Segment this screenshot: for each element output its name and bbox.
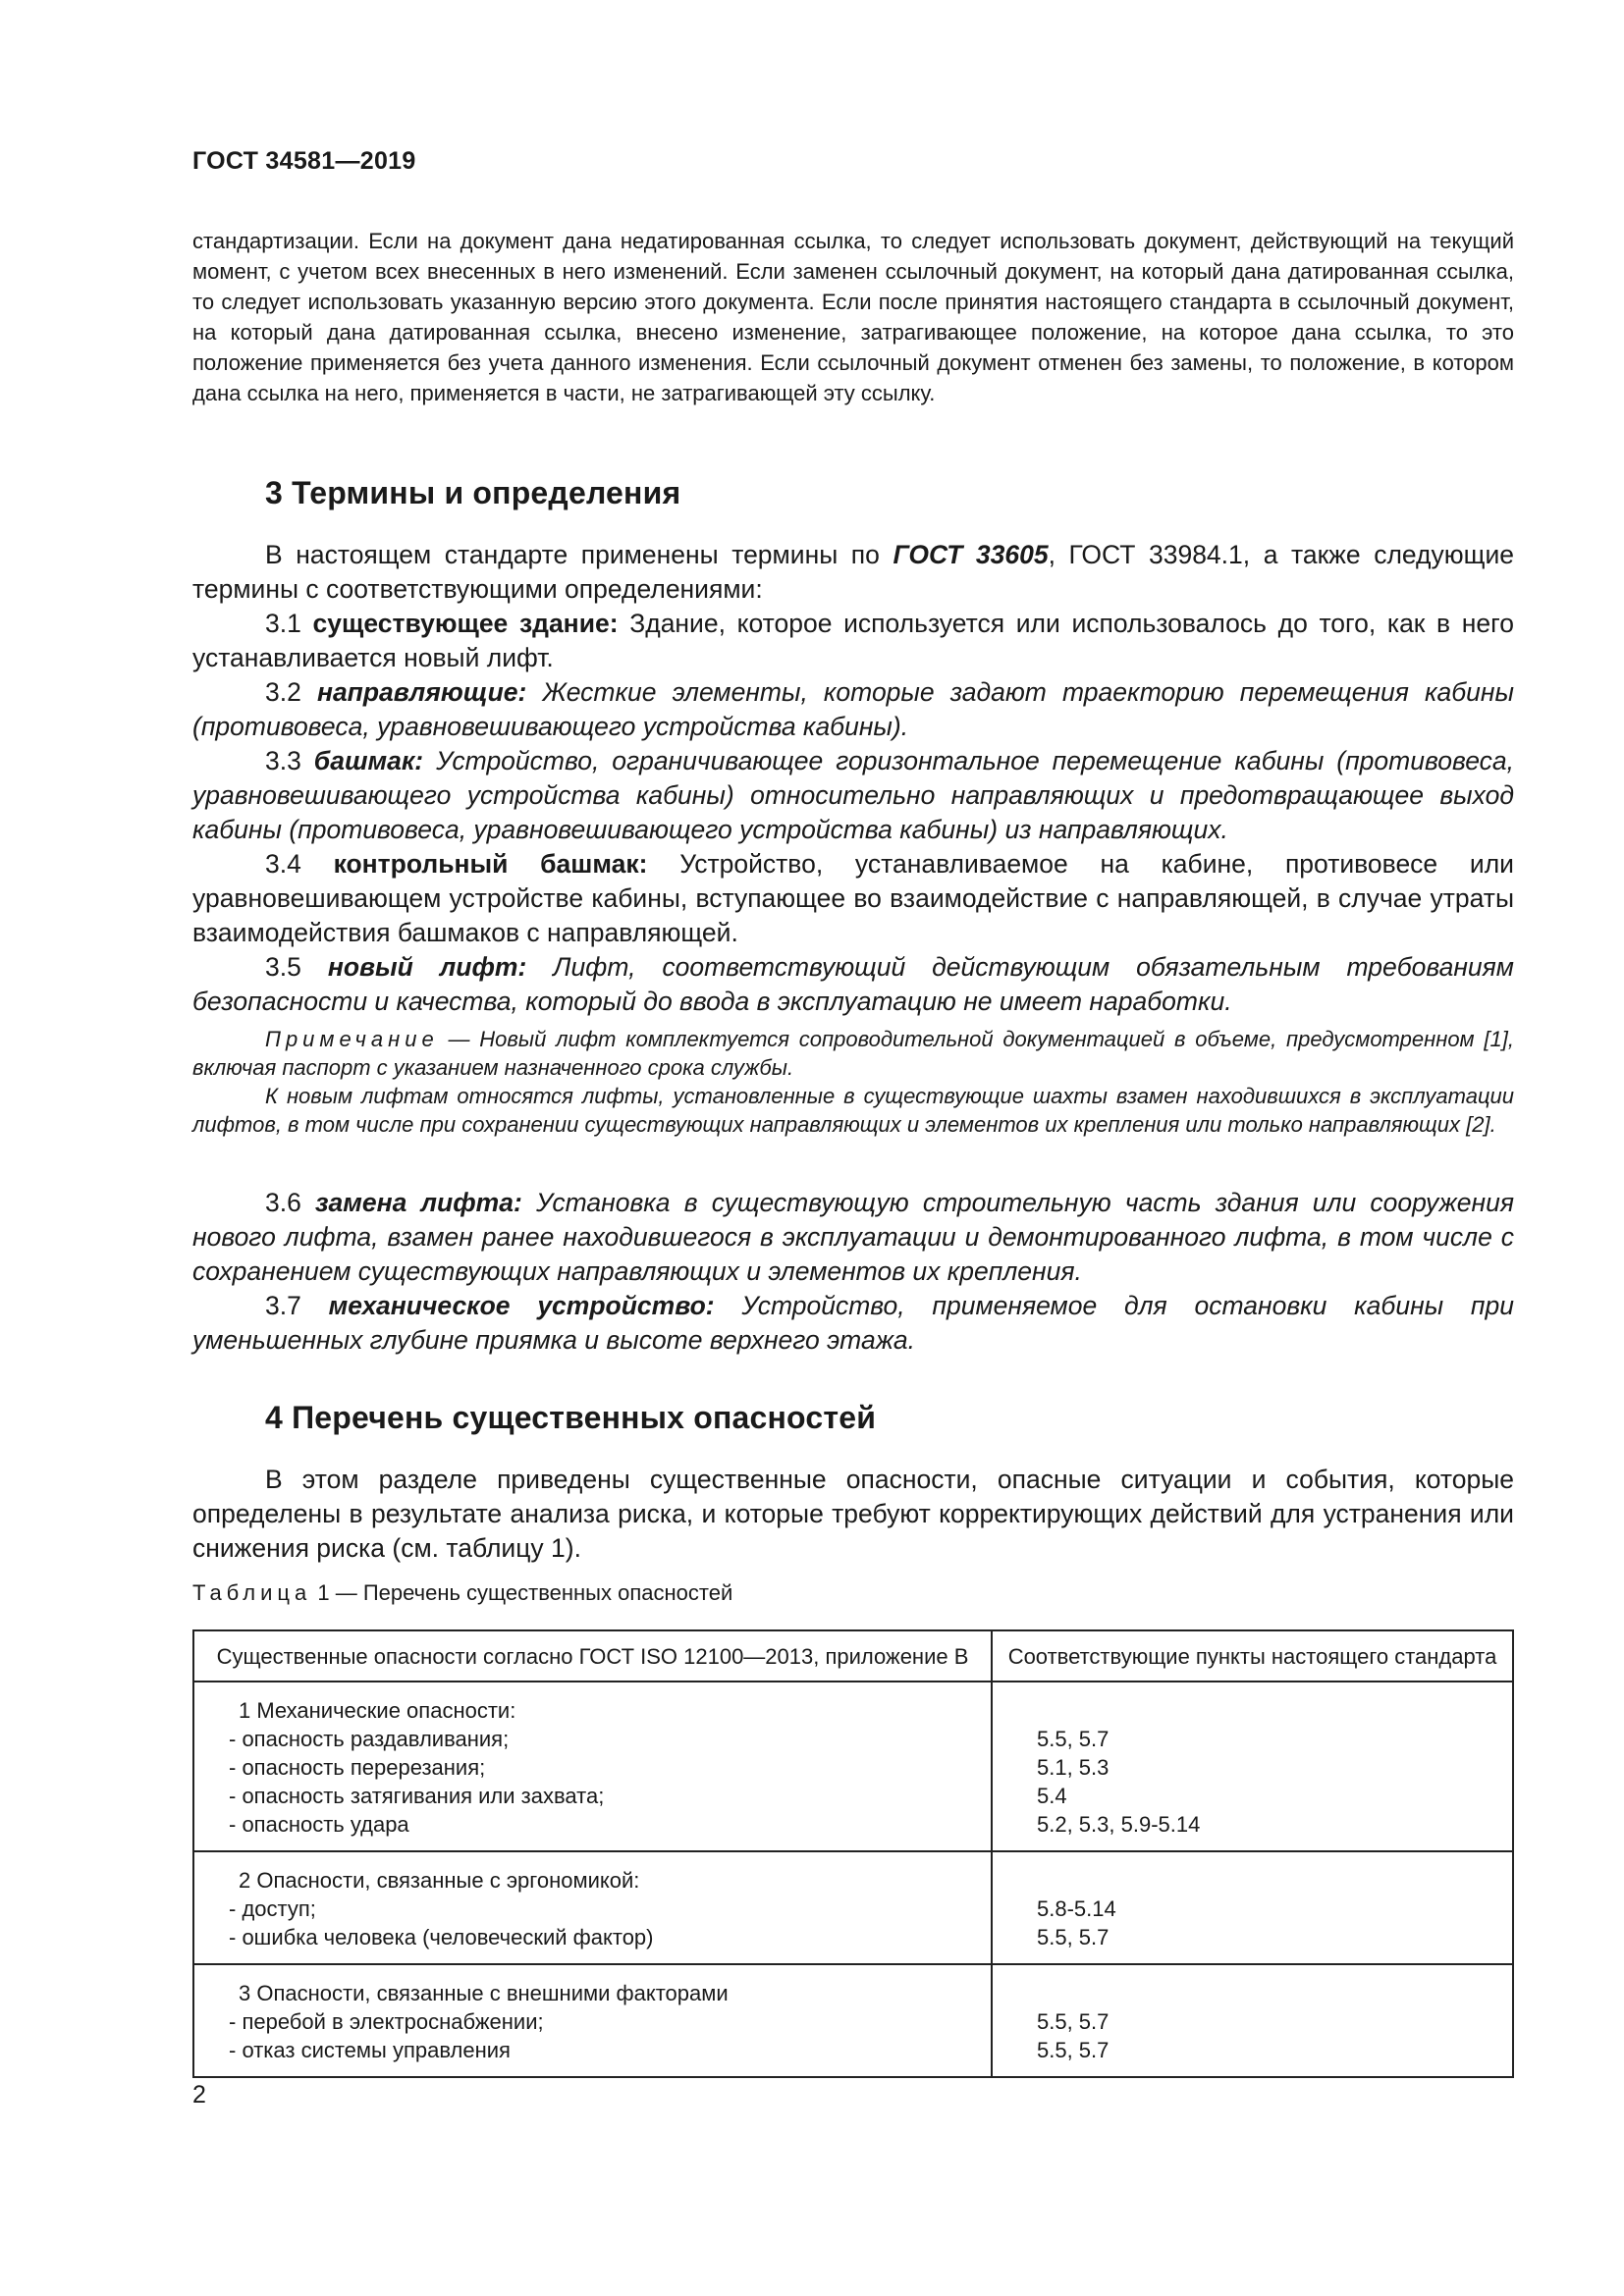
header-hazards: Существенные опасности согласно ГОСТ ISO 12100—2013, приложение В [193,1630,992,1682]
gost-33605-reference: ГОСТ 33605 [893,540,1049,569]
page-number: 2 [192,2081,206,2109]
clause-cell [992,1964,1513,2077]
note-paragraph-2: К новым лифтам относятся лифты, установленные в существующие шахты взамен находившихся в эксплуатации лифтов, в том числе при сохранении существующих направляющих и элементов их крепления или только направляющих [2]. [192,1084,1514,1137]
table-caption-label: Таблица [192,1580,312,1605]
term-name: замена лифта: [315,1188,522,1217]
header-clauses: Соответствующие пункты настоящего стандарта [992,1630,1513,1682]
clause-ref: 5.1, 5.3 [1037,1755,1110,1780]
hazard-cell [193,1682,992,1851]
section-4-intro: В этом разделе приведены существенные опасности, опасные ситуации и события, которые определены в результате анализа риска, и которые требуют корректирующих действий для устранения или снижения риска (см. таблицу 1). [192,1465,1514,1563]
clause-ref: 5.8-5.14 [1037,1896,1116,1921]
continued-paragraph: стандартизации. Если на документ дана недатированная ссылка, то следует использовать документ, действующий на текущий момент, с учетом всех внесенных в него изменений. Если заменен ссылочный документ, на который дана датированная ссылка, то следует использовать указанную версию этого документа. Если после принятия настоящего стандарта в ссылочный документ, на который дана датированная ссылка, внесено изменение, затрагивающее положение, на которое дана ссылка, то это положение применяется без учета данного изменения. Если ссылочный документ отменен без замены, то положение, в котором дана ссылка на него, применяется в части, не затрагивающей эту ссылку. [192,229,1514,405]
term-definition: Лифт, соответствующий действующим обязательным требованиям безопасности и качества, который до ввода в эксплуатацию не имеет наработки. [192,952,1514,1016]
term-number: 3.4 [265,849,301,879]
term-number: 3.1 [265,609,301,638]
clause-ref: 5.2, 5.3, 5.9-5.14 [1037,1812,1201,1837]
term-number: 3.3 [265,746,301,775]
clause-ref: 5.5, 5.7 [1037,2009,1110,2034]
term-definition: Здание, которое используется или использовалось до того, как в него устанавливается новый лифт. [192,609,1514,672]
term-3-1 [192,607,1514,675]
hazard-cell [193,1964,992,2077]
note-text: — Новый лифт комплектуется сопроводительной документацией в объеме, предусмотренном [1], включая паспорт с указанием назначенного срока службы. [192,1027,1514,1080]
term-name: башмак: [313,746,424,775]
table-caption [192,1580,732,1606]
clause-cell [992,1851,1513,1964]
term-definition: Установка в существующую строительную часть здания или сооружения нового лифта, взамен ранее находившегося в эксплуатации и демонтированного лифта, в том числе с сохранением существующих направляющих и элементов их крепления. [192,1188,1514,1286]
note-paragraph-1 [192,1025,1514,1082]
term-3-2 [192,675,1514,744]
document-code: ГОСТ 34581—2019 [192,147,416,175]
intro-text-before: В настоящем стандарте применены термины по [265,540,893,569]
term-3-3 [192,744,1514,847]
note-label: Примечание [265,1027,439,1051]
term-definition: Устройство, ограничивающее горизонтальное перемещение кабины (противовеса, уравновешивающего устройства кабины) относительно направляющих и предотвращающее выход кабины (противовеса, уравновешивающего устройства кабины) из направляющих. [192,746,1514,844]
hazard-item: - опасность перерезания; [229,1755,486,1780]
clause-ref: 5.5, 5.7 [1037,1925,1110,1949]
intro-text-after: , ГОСТ 33984.1, а также следующие термины с соответствующими определениями: [192,540,1514,604]
hazard-item: - отказ системы управления [229,2038,511,2062]
clause-ref: 5.4 [1037,1784,1067,1808]
hazard-item: - опасность затягивания или захвата; [229,1784,605,1808]
hazard-item: - перебой в электроснабжении; [229,2009,544,2034]
clause-ref: 5.5, 5.7 [1037,1727,1110,1751]
table-row [193,1964,1513,2077]
term-name: направляющие: [316,677,527,707]
group-title: 1 Механические опасности: [239,1698,516,1723]
term-name: существующее здание: [312,609,619,638]
hazards-table [192,1629,1514,2078]
term-name: контрольный башмак: [333,849,648,879]
term-number: 3.5 [265,952,301,982]
term-definition: Устройство, применяемое для остановки кабины при уменьшенных глубине приямка и высоте верхнего этажа. [192,1291,1514,1355]
section-4-heading: 4 Перечень существенных опасностей [265,1400,877,1435]
term-definition: Жесткие элементы, которые задают траекторию перемещения кабины (противовеса, уравновешивающего устройства кабины). [192,677,1514,741]
clause-ref: 5.5, 5.7 [1037,2038,1110,2062]
term-3-7 [192,1289,1514,1358]
term-number: 3.6 [265,1188,301,1217]
hazard-item: - ошибка человека (человеческий фактор) [229,1925,654,1949]
term-3-4 [192,847,1514,950]
group-title: 2 Опасности, связанные с эргономикой: [239,1868,640,1893]
table-row [193,1851,1513,1964]
hazard-cell [193,1851,992,1964]
term-name: механическое устройство: [328,1291,715,1320]
clause-cell [992,1682,1513,1851]
term-name: новый лифт: [327,952,527,982]
term-3-6 [192,1186,1514,1289]
term-definition: Устройство, устанавливаемое на кабине, противовесе или уравновешивающем устройстве кабины, вступающее во взаимодействие с направляющей, в случае утраты взаимодействия башмаков с направляющей. [192,849,1514,947]
term-3-5 [192,950,1514,1019]
hazard-item: - опасность удара [229,1812,409,1837]
table-caption-title: 1 — Перечень существенных опасностей [311,1580,733,1605]
section-3-heading: 3 Термины и определения [265,475,681,510]
hazard-item: - доступ; [229,1896,316,1921]
hazard-item: - опасность раздавливания; [229,1727,510,1751]
table-row [193,1682,1513,1851]
group-title: 3 Опасности, связанные с внешними факторами [239,1981,729,2005]
section-3-intro [192,538,1514,607]
term-number: 3.7 [265,1291,301,1320]
table-header-row [193,1630,1513,1682]
term-number: 3.2 [265,677,301,707]
